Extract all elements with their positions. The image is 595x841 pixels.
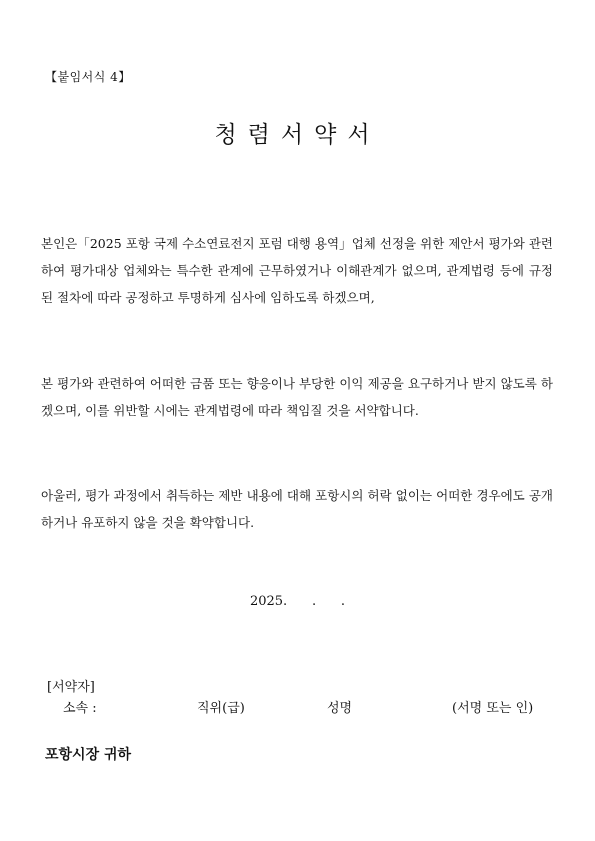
affiliation-label: 소속 : (63, 701, 97, 716)
pledge-paragraph-1: 본인은「2025 포항 국제 수소연료전지 포럼 대행 용역」업체 선정을 위한 제안서 평가와 관련하여 평가대상 업체와는 특수한 관계에 근무하였거나 이해관계가 없으며, 관계법령 등에 규정된 절차에 따라 공정하고 투명하게 심사에 임하도록 하겠으며, (41, 236, 553, 305)
pledge-paragraph-3: 아울러, 평가 과정에서 취득하는 제반 내용에 대해 포항시의 허락 없이는 어떠한 경우에도 공개하거나 유포하지 않을 것을 확약합니다. (41, 488, 553, 530)
signer-section-label: [서약자] (47, 680, 95, 695)
name-label: 성명 (327, 701, 353, 716)
addressee: 포항시장 귀하 (45, 747, 132, 763)
form-number-label: 【붙임서식 4】 (45, 70, 131, 84)
position-label: 직위(급) (197, 701, 245, 716)
document-title: 청렴서약서 (214, 122, 381, 148)
pledge-date: 2025. . . (249, 594, 346, 609)
pledge-paragraph-2: 본 평가와 관련하여 어떠한 금품 또는 향응이나 부당한 이익 제공을 요구하거나 받지 않도록 하겠으며, 이를 위반할 시에는 관계법령에 따라 책임질 것을 서약합니다. (41, 376, 553, 418)
signature-seal-label: (서명 또는 인) (452, 701, 534, 716)
